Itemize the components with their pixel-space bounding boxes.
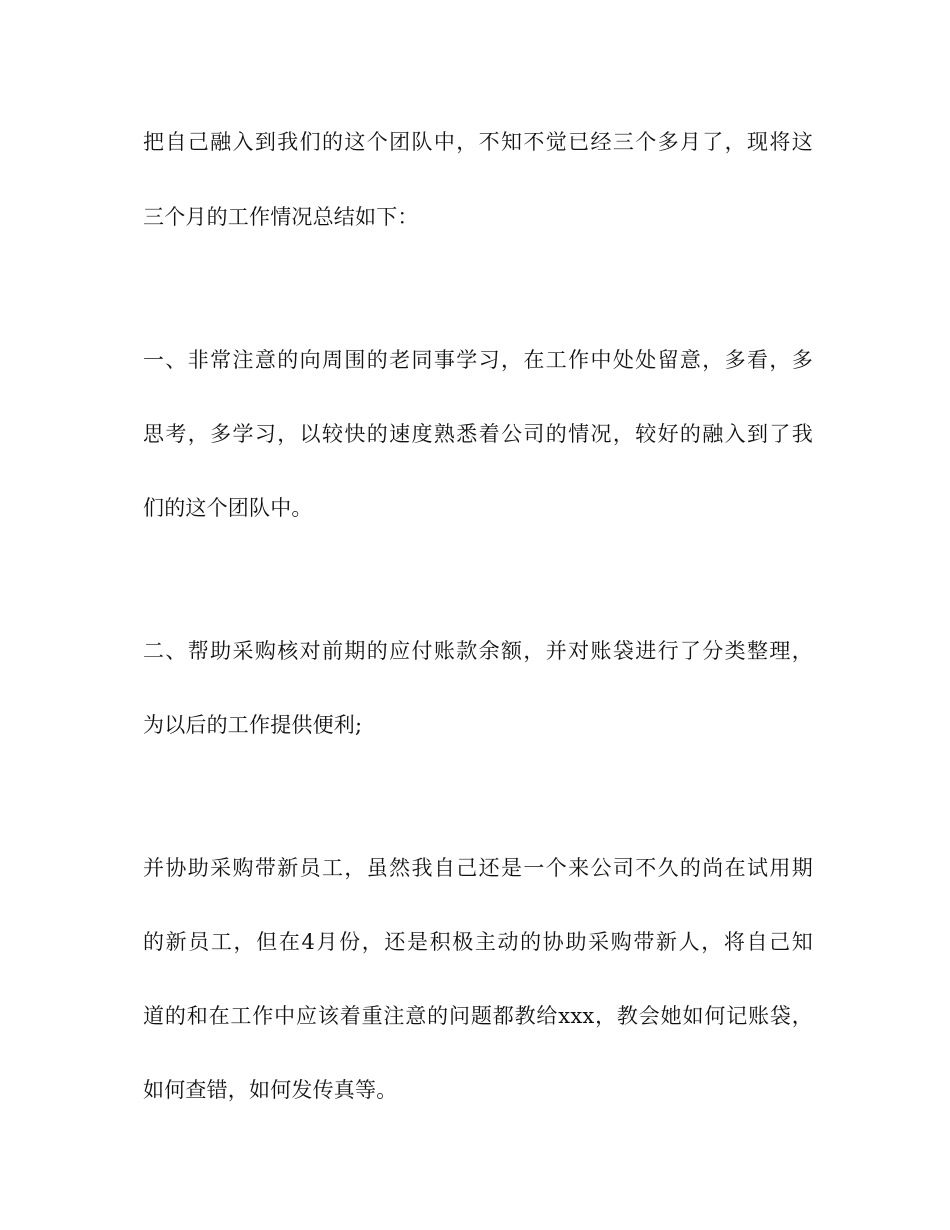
text-line: 道的和在工作中应该着重注意的问题都教给xxx，教会她如何记账袋， [143, 1004, 813, 1028]
text-line: 为以后的工作提供便利; [143, 713, 363, 737]
text-line: 并协助采购带新员工，虽然我自己还是一个来公司不久的尚在试用期 [143, 856, 813, 880]
text-line: 的新员工，但在4月份，还是积极主动的协助采购带新人，将自己知 [143, 930, 813, 954]
text-line: 二、帮助采购核对前期的应付账款余额，并对账袋进行了分类整理， [143, 639, 813, 663]
text-line: 一、非常注意的向周围的老同事学习，在工作中处处留意，多看，多 [143, 348, 813, 372]
text-line: 思考，多学习，以较快的速度熟悉着公司的情况，较好的融入到了我 [143, 422, 813, 446]
text-line: 把自己融入到我们的这个团队中，不知不觉已经三个多月了，现将这 [143, 130, 813, 154]
text-line: 们的这个团队中。 [143, 496, 313, 520]
text-line: 如何查错，如何发传真等。 [143, 1078, 398, 1102]
text-line: 三个月的工作情况总结如下： [143, 205, 419, 229]
